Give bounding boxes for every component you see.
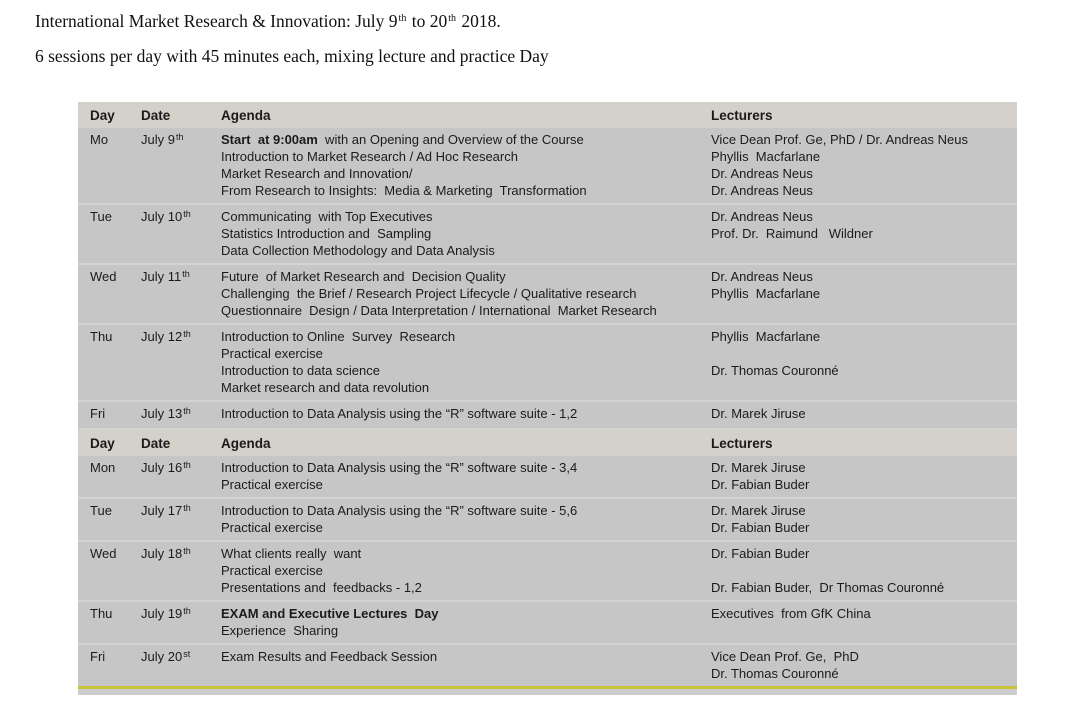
lecturer-line: Prof. Dr. Raimund Wildner — [711, 226, 873, 241]
lecturer-line: Dr. Marek Jiruse — [711, 406, 806, 421]
date-text: July 13 — [141, 406, 183, 421]
agenda-cell — [209, 131, 699, 199]
title-text: 2018. — [456, 11, 501, 31]
lecturers-cell — [699, 208, 1017, 259]
agenda-line: From Research to Insights: Media & Marketing Transformation — [221, 183, 587, 198]
lecturers-cell — [699, 268, 1017, 319]
day-cell: Fri — [90, 649, 106, 664]
agenda-line: What clients really want — [221, 546, 362, 561]
lecturers-cell — [699, 502, 1017, 536]
date-cell — [129, 405, 209, 424]
table-header-row — [78, 102, 1017, 128]
lecturers-cell — [699, 605, 1017, 639]
agenda-cell — [209, 605, 699, 639]
title-superscript: th — [398, 12, 407, 24]
lecturer-line: Dr. Fabian Buder, Dr Thomas Couronné — [711, 580, 945, 595]
date-cell — [129, 131, 209, 199]
agenda-line: Introduction to Online Survey Research — [221, 329, 456, 344]
lecturers-cell — [699, 545, 1017, 596]
agenda-cell — [209, 268, 699, 319]
date-text: July 17 — [141, 503, 183, 518]
table-row — [78, 265, 1017, 325]
agenda-line: Practical exercise — [221, 520, 323, 535]
title-text: to 20 — [407, 11, 448, 31]
header-cell-lecturers: Lecturers — [711, 435, 773, 451]
agenda-line: Communicating with Top Executives — [221, 209, 433, 224]
agenda-line: Future of Market Research and Decision Quality — [221, 269, 506, 284]
agenda-line: EXAM and Executive Lectures Day — [221, 606, 439, 621]
header-cell-agenda: Agenda — [221, 107, 271, 123]
day-cell: Wed — [90, 269, 117, 284]
day-cell: Tue — [90, 209, 112, 224]
date-text: July 18 — [141, 546, 183, 561]
date-superscript: th — [175, 132, 184, 142]
date-superscript: st — [183, 649, 191, 659]
day-cell: Tue — [90, 503, 112, 518]
lecturer-line: Phyllis Macfarlane — [711, 286, 821, 301]
day-cell: Mo — [90, 132, 109, 147]
lecturer-line: Phyllis Macfarlane — [711, 329, 821, 344]
agenda-line: Introduction to Data Analysis using the “R” software suite - 1,2 — [221, 406, 578, 421]
date-text: July 10 — [141, 209, 183, 224]
lecturers-cell — [699, 328, 1017, 396]
lecturer-line: Dr. Fabian Buder — [711, 520, 810, 535]
agenda-line: Introduction to Data Analysis using the “R” software suite - 5,6 — [221, 503, 578, 518]
day-cell: Thu — [90, 606, 113, 621]
day-cell: Thu — [90, 329, 113, 344]
date-cell — [129, 328, 209, 396]
agenda-cell — [209, 648, 699, 682]
agenda-line: Practical exercise — [221, 563, 323, 578]
date-text: July 19 — [141, 606, 183, 621]
header-cell-date: Date — [141, 107, 171, 123]
agenda-line: Exam Results and Feedback Session — [221, 649, 438, 664]
agenda-cell — [209, 328, 699, 396]
agenda-line: Introduction to Data Analysis using the “R” software suite - 3,4 — [221, 460, 578, 475]
lecturers-cell — [699, 405, 1017, 424]
date-cell — [129, 502, 209, 536]
agenda-line: Start at 9:00am with an Opening and Overview of the Course — [221, 132, 584, 147]
date-superscript: th — [183, 329, 191, 339]
agenda-line: Market research and data revolution — [221, 380, 430, 395]
date-cell — [129, 208, 209, 259]
table-row — [78, 402, 1017, 430]
agenda-cell — [209, 208, 699, 259]
lecturer-line: Vice Dean Prof. Ge, PhD — [711, 649, 859, 664]
day-cell: Wed — [90, 546, 117, 561]
lecturer-line: Dr. Thomas Couronné — [711, 666, 839, 681]
table-row — [78, 499, 1017, 542]
agenda-line: Introduction to data science — [221, 363, 380, 378]
lecturer-line — [711, 562, 1017, 579]
day-cell: Fri — [90, 406, 106, 421]
date-cell — [129, 459, 209, 493]
date-text: July 12 — [141, 329, 183, 344]
agenda-line: Practical exercise — [221, 477, 323, 492]
table-bottom-strip — [78, 689, 1017, 695]
date-cell — [129, 648, 209, 682]
page-title — [35, 8, 549, 38]
lecturer-line: Dr. Andreas Neus — [711, 269, 813, 284]
date-superscript: th — [183, 406, 191, 416]
table-row — [78, 325, 1017, 402]
date-cell — [129, 268, 209, 319]
lecturer-line: Dr. Andreas Neus — [711, 183, 813, 198]
day-cell: Mon — [90, 460, 116, 475]
header-cell-day: Day — [90, 107, 115, 123]
date-text: July 9 — [141, 132, 175, 147]
agenda-line: Introduction to Market Research / Ad Hoc Research — [221, 149, 518, 164]
lecturer-line: Executives from GfK China — [711, 606, 871, 621]
lecturer-line: Dr. Fabian Buder — [711, 477, 810, 492]
agenda-line: Data Collection Methodology and Data Analysis — [221, 243, 495, 258]
lecturers-cell — [699, 648, 1017, 682]
agenda-line: Presentations and feedbacks - 1,2 — [221, 580, 422, 595]
title-superscript: th — [448, 12, 456, 24]
date-superscript: th — [183, 460, 191, 470]
header-cell-date: Date — [141, 435, 171, 451]
table-header-row — [78, 430, 1017, 456]
agenda-cell — [209, 545, 699, 596]
date-cell — [129, 545, 209, 596]
lecturer-line: Dr. Fabian Buder — [711, 546, 810, 561]
lecturer-line: Dr. Andreas Neus — [711, 166, 813, 181]
lecturer-line: Phyllis Macfarlane — [711, 149, 821, 164]
header-cell-lecturers: Lecturers — [711, 107, 773, 123]
agenda-line: Experience Sharing — [221, 623, 339, 638]
agenda-line: Questionnaire Design / Data Interpretation / International Market Research — [221, 303, 657, 318]
lecturer-line: Dr. Marek Jiruse — [711, 460, 806, 475]
lecturer-line: Dr. Andreas Neus — [711, 209, 813, 224]
header-cell-agenda: Agenda — [221, 435, 271, 451]
date-text: July 11 — [141, 269, 182, 284]
header-cell-day: Day — [90, 435, 115, 451]
table-row — [78, 456, 1017, 499]
date-cell — [129, 605, 209, 639]
date-superscript: th — [183, 209, 191, 219]
lecturer-line: Dr. Marek Jiruse — [711, 503, 806, 518]
agenda-line: Challenging the Brief / Research Project Lifecycle / Qualitative research — [221, 286, 637, 301]
schedule-table — [78, 102, 1017, 695]
table-row — [78, 128, 1017, 205]
lecturer-line: Dr. Thomas Couronné — [711, 363, 839, 378]
lecturers-cell — [699, 131, 1017, 199]
lecturer-line — [711, 345, 1017, 362]
agenda-line: Market Research and Innovation/ — [221, 166, 413, 181]
table-row — [78, 542, 1017, 602]
date-text: July 16 — [141, 460, 183, 475]
date-superscript: th — [183, 503, 191, 513]
document-header — [35, 8, 549, 69]
date-superscript: th — [182, 269, 190, 279]
table-row — [78, 602, 1017, 645]
title-text: International Market Research & Innovation: July 9 — [35, 11, 398, 31]
date-superscript: th — [183, 546, 191, 556]
page-subtitle: 6 sessions per day with 45 minutes each, mixing lecture and practice Day — [35, 46, 549, 66]
agenda-line: Practical exercise — [221, 346, 323, 361]
agenda-line: Statistics Introduction and Sampling — [221, 226, 432, 241]
lecturer-line: Vice Dean Prof. Ge, PhD / Dr. Andreas Neus — [711, 132, 968, 147]
date-text: July 20 — [141, 649, 183, 664]
date-superscript: th — [183, 606, 191, 616]
agenda-cell — [209, 459, 699, 493]
agenda-cell — [209, 405, 699, 424]
lecturers-cell — [699, 459, 1017, 493]
table-row — [78, 645, 1017, 686]
agenda-cell — [209, 502, 699, 536]
table-row — [78, 205, 1017, 265]
